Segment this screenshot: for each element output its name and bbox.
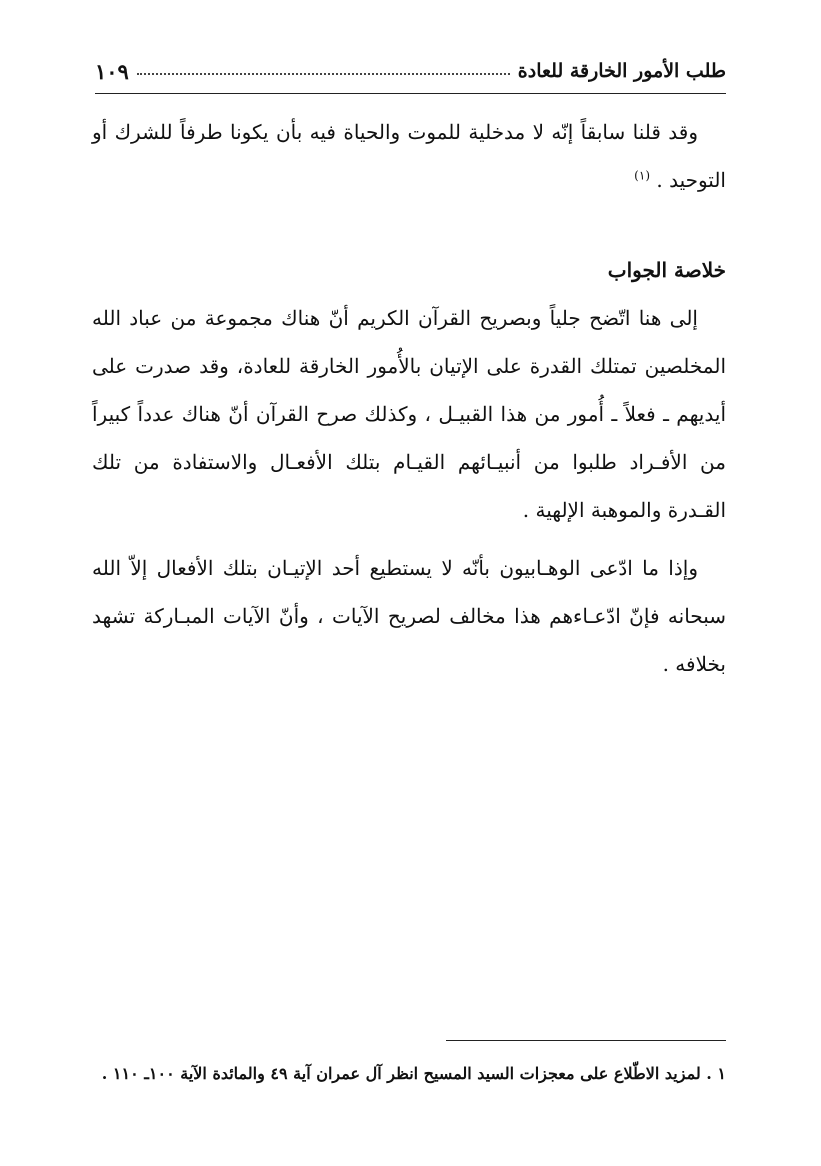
footnote-reference: (١) bbox=[634, 168, 650, 183]
page-number: ١٠٩ bbox=[95, 58, 129, 84]
header-rule bbox=[95, 93, 726, 94]
page-body bbox=[92, 108, 726, 688]
paragraph-1 bbox=[92, 108, 726, 204]
paragraph-1-text: وقد قلنا سابقاً إنّه لا مدخلية للموت والحياة فيه بأن يكونا طرفاً للشرك أو التوحيد . bbox=[92, 120, 726, 192]
section-heading: خلاصة الجواب bbox=[607, 258, 726, 282]
running-title: طلب الأمور الخارقة للعادة bbox=[517, 60, 726, 82]
page-header bbox=[95, 52, 726, 90]
paragraph-2: إلى هنا اتّضح جلياً وبصريح القرآن الكريم أنّ هناك مجموعة من عباد الله المخلصين تمتلك القدرة على الإتيان بالأُمور الخارقة للعادة، وقد صدرت على أيديهم ـ فعلاً ـ أُمور من هذا القبيـل ، وكذلك صرح القرآن أنّ هناك عدداً كبيراً من الأفـراد طلبوا من أنبيـائهم القيـام بتلك الأفعـال والاستفادة من تلك القـدرة والموهبة الإلهية . bbox=[92, 306, 726, 522]
spacer bbox=[92, 534, 726, 544]
leader-dots bbox=[137, 73, 510, 75]
footnote-1: ١ . لمزيد الاطّلاع على معجزات السيد المسيح انظر آل عمران آية ٤٩ والمائدة الآية ١٠٠ـ ١١٠ . bbox=[101, 1064, 726, 1083]
paragraph-3: وإذا ما ادّعى الوهـابيون بأنّه لا يستطيع أحد الإتيـان بتلك الأفعال إلاّ الله سبحانه فإنّ ادّعـاءهم هذا مخالف لصريح الآيات ، وأنّ الآيات المبـاركة تشهد بخلافه . bbox=[92, 556, 726, 676]
spacer bbox=[92, 204, 726, 246]
footnote-rule bbox=[446, 1040, 726, 1041]
